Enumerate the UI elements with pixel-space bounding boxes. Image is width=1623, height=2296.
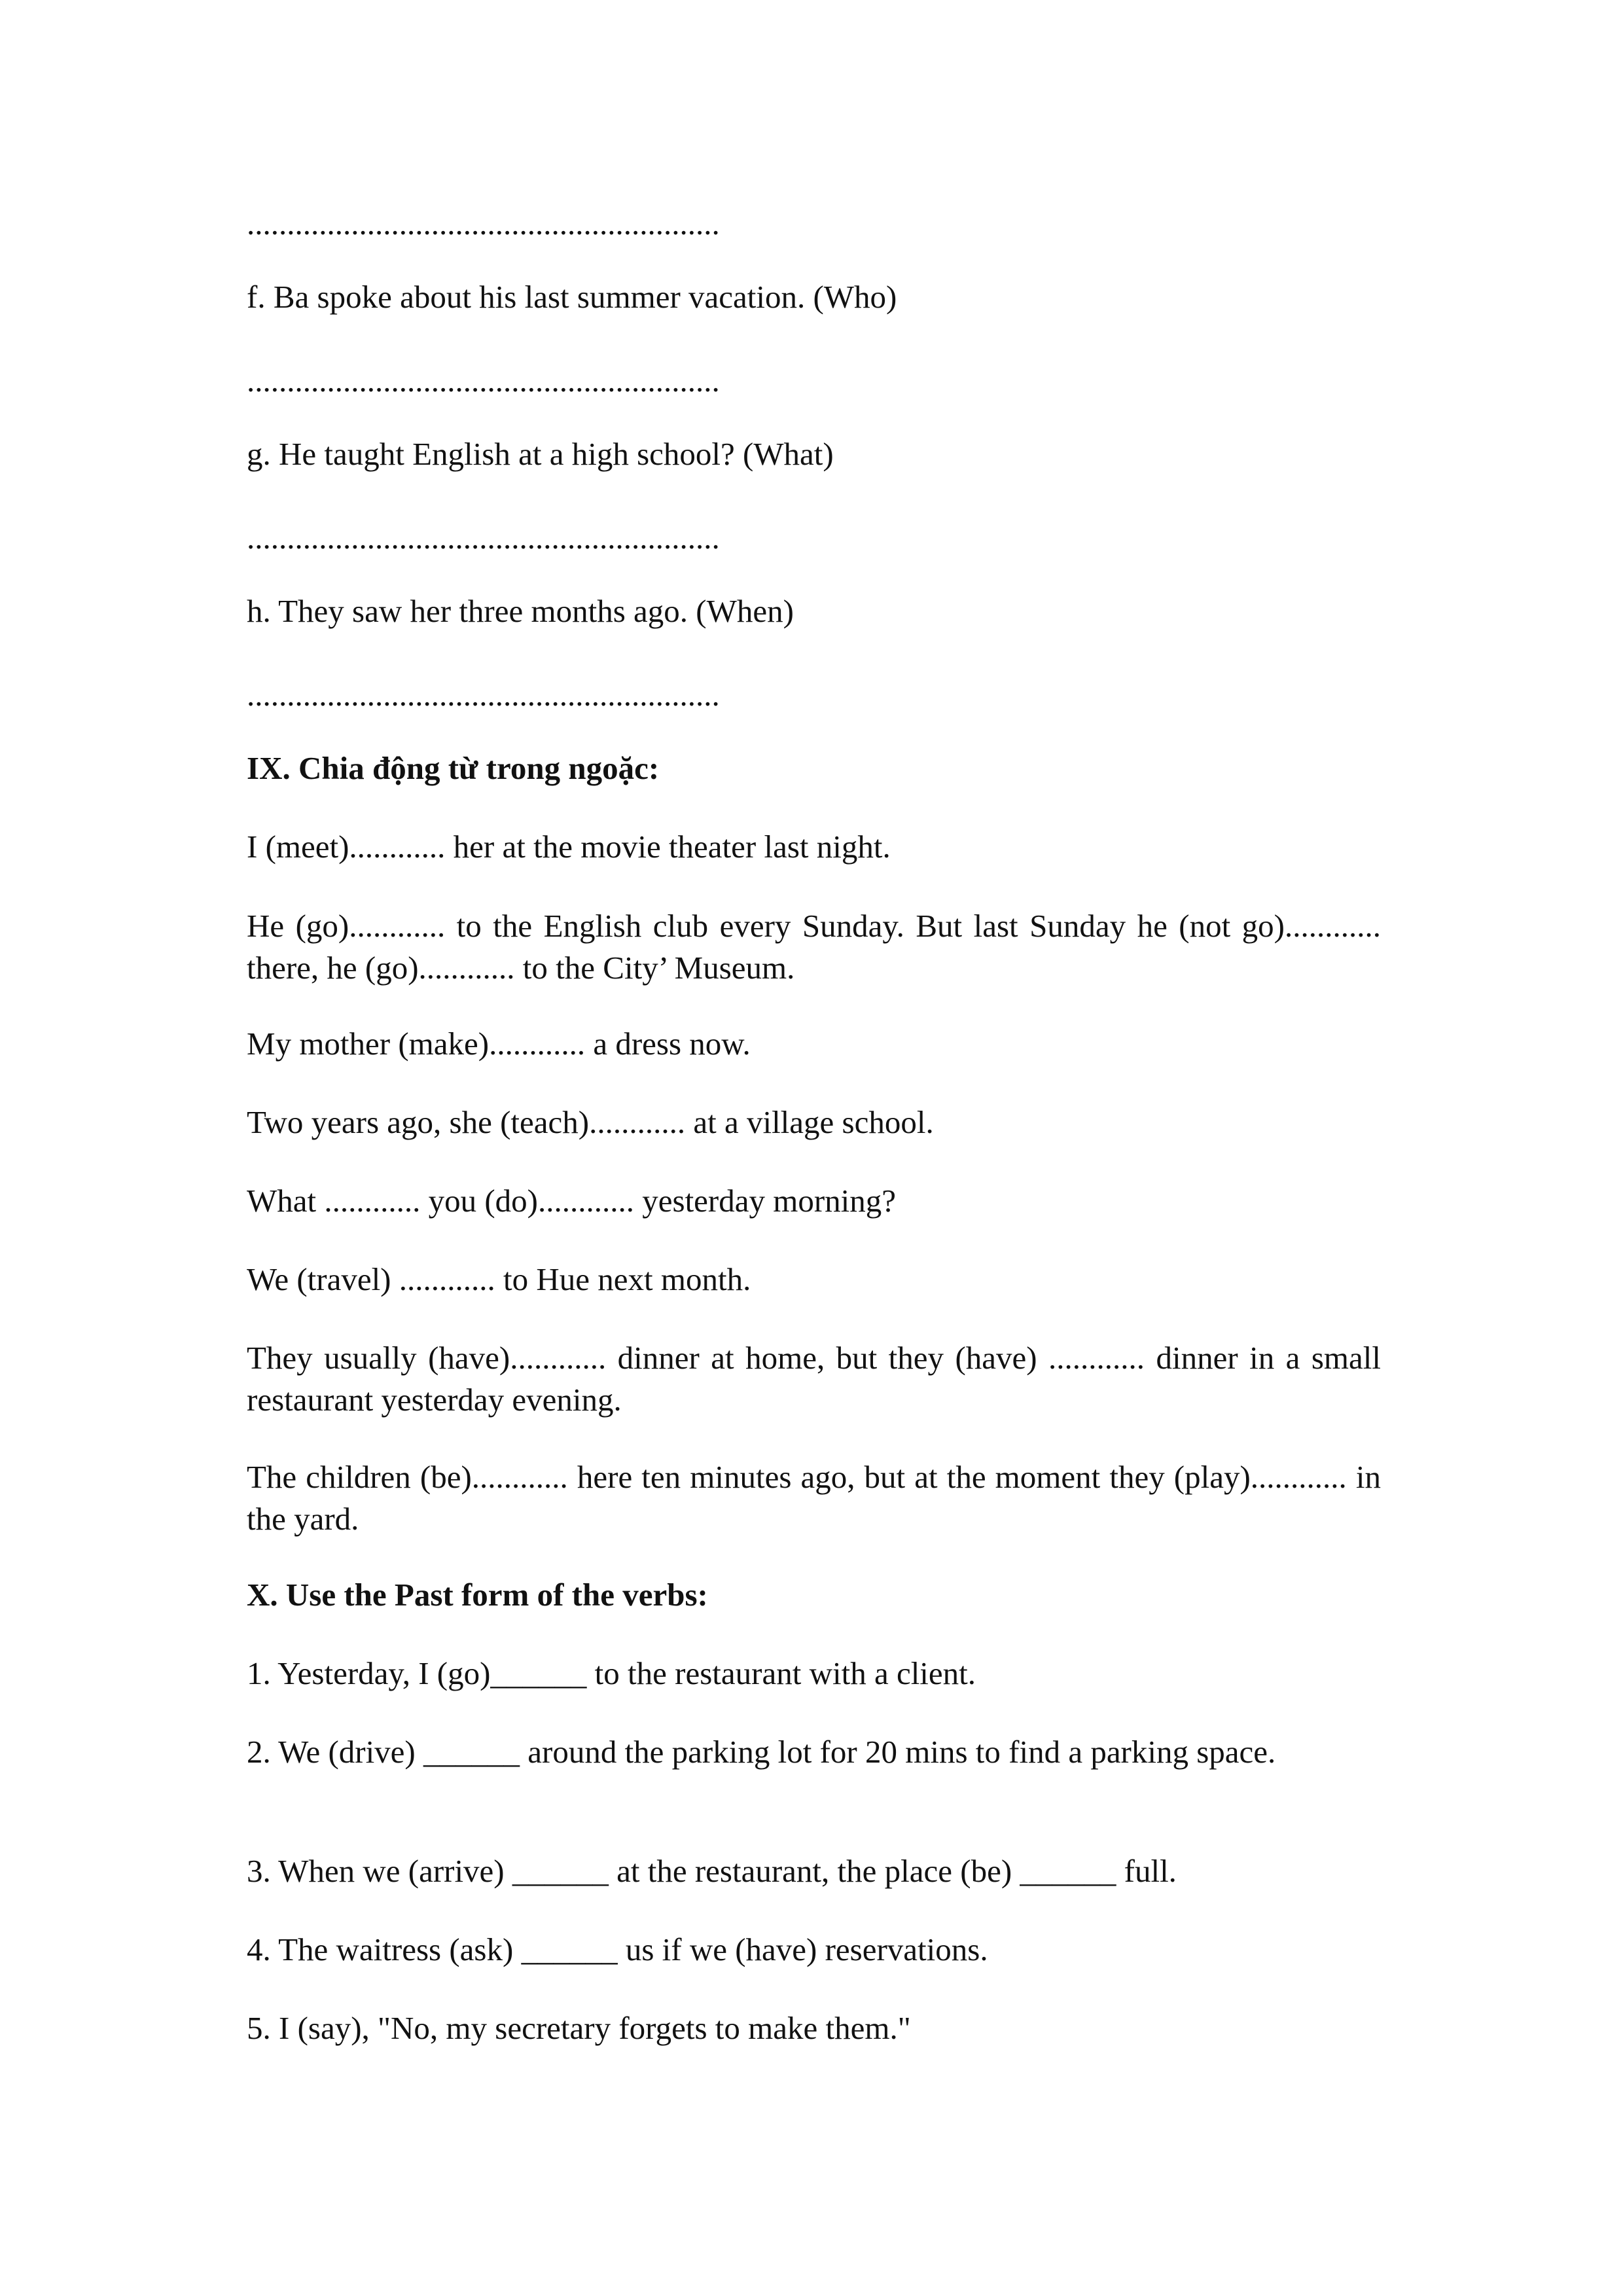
question-f: f. Ba spoke about his last summer vacation. (Who) [247,279,897,315]
exercise-item: 3. When we (arrive) ______ at the restaurant, the place (be) ______ full. [247,1853,1177,1889]
exercise-item: I (meet)............ her at the movie theater last night. [247,829,891,865]
exercise-item: The children (be)............ here ten minutes ago, but at the moment they (play)............ in the yard. [247,1459,1381,1537]
exercise-item: Two years ago, she (teach)............ at a village school. [247,1104,934,1140]
section-ix-heading: IX. Chia động từ trong ngoặc: [247,750,660,786]
exercise-item: 2. We (drive) ______ around the parking lot for 20 mins to find a parking space. [247,1734,1276,1770]
answer-line: ........................................................... [247,363,720,399]
question-h: h. They saw her three months ago. (When) [247,593,794,629]
answer-line: ........................................................... [247,206,720,242]
exercise-item: My mother (make)............ a dress now. [247,1026,751,1062]
exercise-item: 4. The waitress (ask) ______ us if we (have) reservations. [247,1931,988,1967]
question-g: g. He taught English at a high school? (What) [247,436,834,472]
section-x-heading: X. Use the Past form of the verbs: [247,1577,708,1613]
exercise-item: What ............ you (do)............ yesterday morning? [247,1183,897,1219]
exercise-item: We (travel) ............ to Hue next month. [247,1261,751,1297]
exercise-item: He (go)............ to the English club every Sunday. But last Sunday he (not go)............ there, he (go)............ to the City’ Museum. [247,908,1381,986]
exercise-item: 5. I (say), "No, my secretary forgets to make them." [247,2010,911,2046]
answer-line: ........................................................... [247,520,720,556]
exercise-item: 1. Yesterday, I (go)______ to the restaurant with a client. [247,1655,976,1691]
answer-line: ........................................................... [247,677,720,713]
exercise-item: They usually (have)............ dinner at home, but they (have) ............ dinner in a small restaurant yesterday evening. [247,1340,1381,1418]
